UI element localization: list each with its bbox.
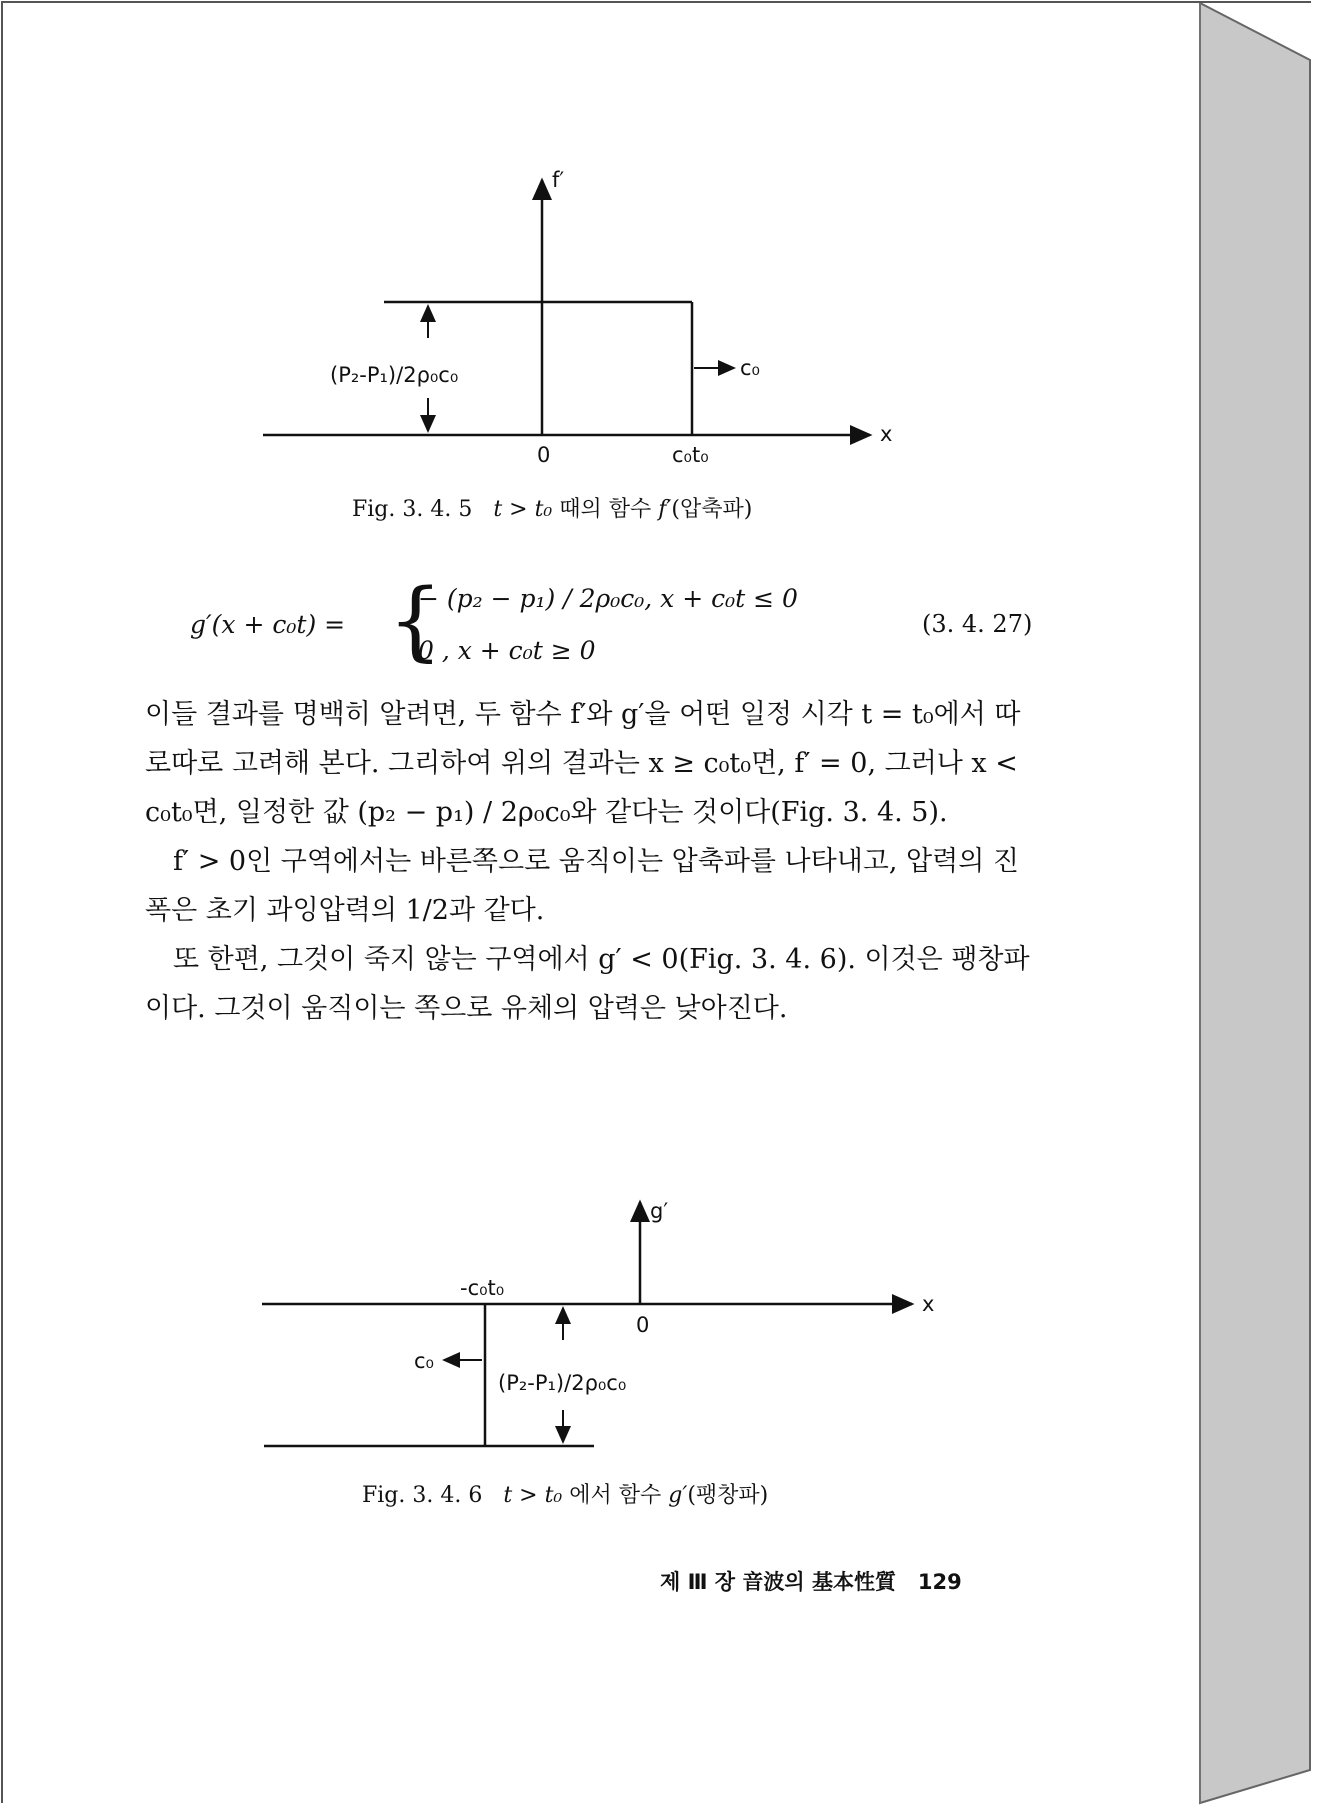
fig2-velocity-label: c₀ xyxy=(414,1349,434,1373)
page-number: 129 xyxy=(917,1570,962,1594)
fig2-y-label: g′ xyxy=(650,1199,669,1223)
equation-case-2: 0 , x + c₀t ≥ 0 xyxy=(418,636,596,665)
fig1-front-label: c₀t₀ xyxy=(672,443,709,467)
fig1-origin-label: 0 xyxy=(537,443,551,467)
fig1-amplitude-label: (P₂-P₁)/2ρ₀c₀ xyxy=(330,363,459,387)
page-footer xyxy=(660,1566,962,1596)
fig1-caption-end: (압축파) xyxy=(671,497,753,522)
equation-case-1: − (p₂ − p₁) / 2ρ₀c₀, x + c₀t ≤ 0 xyxy=(418,584,798,613)
fig2-caption-math: t > t₀ xyxy=(503,1483,563,1508)
equation-lhs: g′(x + c₀t) = xyxy=(190,610,346,639)
fig1-x-label: x xyxy=(880,422,893,446)
fig2-caption-end: (팽창파) xyxy=(687,1483,769,1508)
fig2-origin-label: 0 xyxy=(636,1313,650,1337)
fig1-caption-func: f′ xyxy=(658,497,672,522)
footer-chapter: 제 Ⅲ 장 音波의 基本性質 xyxy=(660,1570,896,1594)
fig2-caption-mid: 에서 함수 xyxy=(569,1483,662,1508)
fig1-caption-mid: 때의 함수 xyxy=(559,497,652,522)
equation-number: (3. 4. 27) xyxy=(922,610,1033,638)
fig2-front-label: -c₀t₀ xyxy=(460,1276,505,1300)
paragraph-2: f′ > 0인 구역에서는 바른쪽으로 움직이는 압축파를 나타내고, 압력의 진폭은 초기 과잉압력의 1/2과 같다. xyxy=(145,846,1019,926)
fig1-velocity-label: c₀ xyxy=(740,356,760,380)
paragraph-1: 이들 결과를 명백히 알려면, 두 함수 f′와 g′을 어떤 일정 시각 t = t₀에서 따로따로 고려해 본다. 그리하여 위의 결과는 x ≥ c₀t₀면, f′ = 0, 그러나 x < c₀t₀면, 일정한 값 (p₂ − p₁) / 2ρ₀c₀와 같다는 것이다(Fig. 3. 4. 5). xyxy=(145,699,1021,828)
paragraph-3: 또 한편, 그것이 죽지 않는 구역에서 g′ < 0(Fig. 3. 4. 6). 이것은 팽창파이다. 그것이 움직이는 쪽으로 유체의 압력은 낮아진다. xyxy=(145,944,1030,1024)
figure-3-4-6-caption xyxy=(362,1478,768,1509)
fig2-caption-prefix: Fig. 3. 4. 6 xyxy=(362,1483,483,1508)
fig1-y-label: f′ xyxy=(552,168,565,192)
equation-brace: { xyxy=(388,571,443,671)
fig2-x-label: x xyxy=(922,1292,935,1316)
fig1-caption-math: t > t₀ xyxy=(493,497,553,522)
fig2-caption-func: g′ xyxy=(668,1483,688,1508)
fig2-amplitude-label: (P₂-P₁)/2ρ₀c₀ xyxy=(498,1371,627,1395)
fig1-caption-prefix: Fig. 3. 4. 5 xyxy=(352,497,473,522)
